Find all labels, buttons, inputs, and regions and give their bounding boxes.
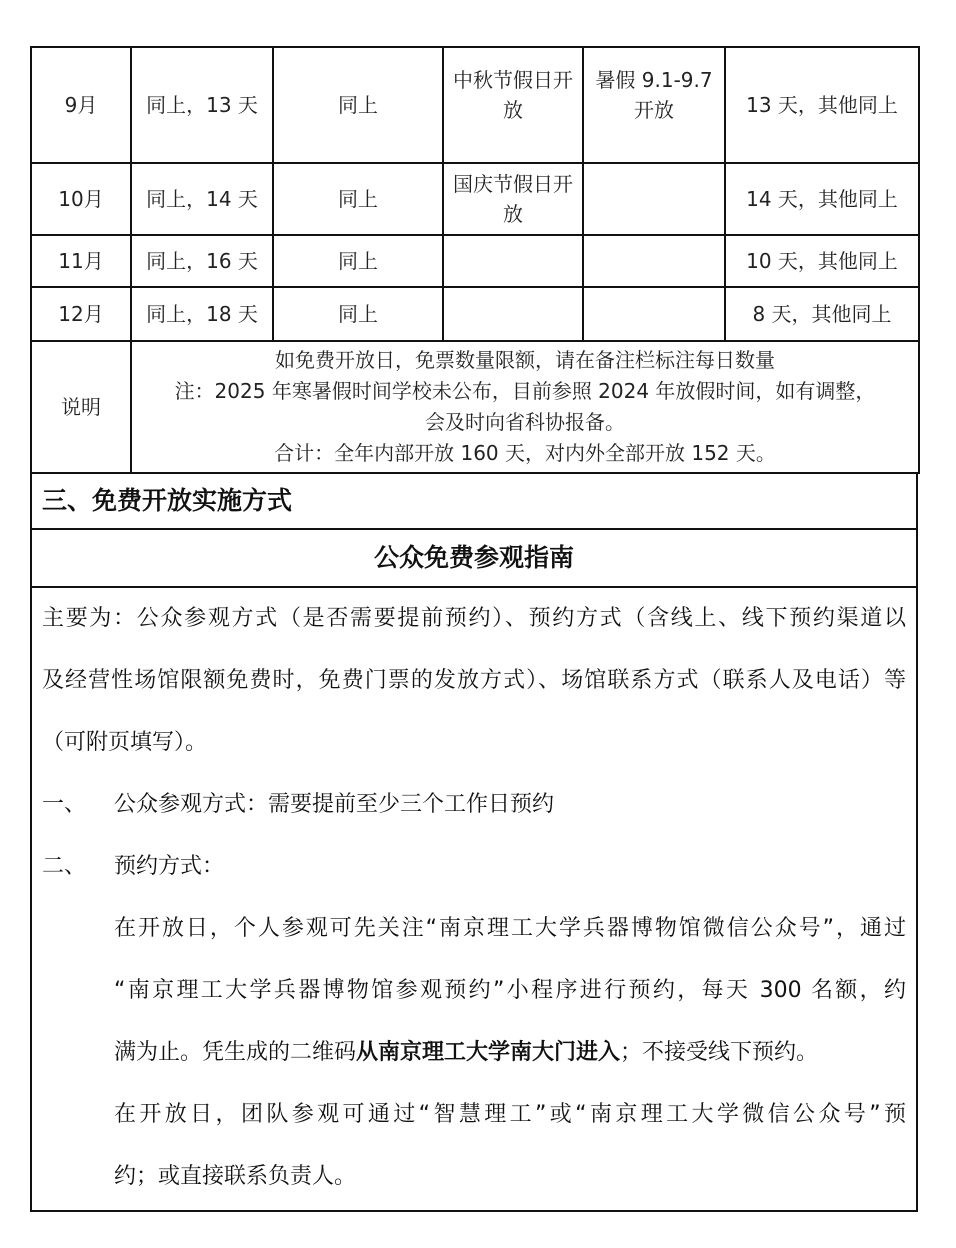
table-cell: 同上，13 天 [131,47,273,163]
table-row [31,287,919,341]
table-cell: 同上 [273,163,443,235]
table-cell: 13 天，其他同上 [725,47,919,163]
bold-text: 从南京理工大学南大门进入 [356,1040,621,1065]
table-cell: 同上 [273,287,443,341]
table-cell: 同上 [273,47,443,163]
table-cell: 同上，16 天 [131,235,273,287]
implementation-section [30,474,918,1212]
month-cell: 9月 [31,47,131,163]
list-item [42,836,906,898]
note-body [131,341,919,473]
item-number: 一、 [42,792,87,817]
paragraph-line: 在开放日，个人参观可先关注“南京理工大学兵器博物馆微信公众号”，通过 [114,916,906,941]
intro-line: 及经营性场馆限额免费时，免费门票的发放方式）、场馆联系方式（联系人及电话）等 [42,668,906,693]
table-cell: 8 天，其他同上 [725,287,919,341]
intro-line: （可附页填写）。 [42,730,208,755]
note-line: 会及时向省科协报备。 [425,410,625,434]
note-row [31,341,919,473]
table-cell [583,163,725,235]
table-row [31,235,919,287]
text-span: ；不接受线下预约。 [620,1040,819,1065]
schedule-table [30,46,920,474]
note-label: 说明 [31,341,131,473]
table-row [31,163,919,235]
guide-body [32,588,916,1210]
table-cell: 同上 [273,235,443,287]
note-total: 合计：全年内部开放 160 天，对内外全部开放 152 天。 [274,441,776,465]
table-cell [583,287,725,341]
guide-title: 公众免费参观指南 [32,530,916,588]
month-cell: 11月 [31,235,131,287]
item-number: 二、 [42,854,87,879]
paragraph-line: 约；或直接联系负责人。 [114,1164,357,1189]
table-cell [583,235,725,287]
table-cell: 同上，18 天 [131,287,273,341]
text-span: 满为止。凭生成的二维码 [114,1040,357,1065]
note-line: 注：2025 年寒暑假时间学校未公布，目前参照 2024 年放假时间，如有调整， [174,379,876,403]
intro-line: 主要为：公众参观方式（是否需要提前预约）、预约方式（含线上、线下预约渠道以 [42,606,906,631]
month-cell: 10月 [31,163,131,235]
item-text: 预约方式： [114,854,225,879]
list-item [42,774,906,836]
table-cell [443,235,583,287]
table-cell: 10 天，其他同上 [725,235,919,287]
table-row [31,47,919,163]
item-text: 公众参观方式：需要提前至少三个工作日预约 [114,792,555,817]
paragraph-line: 在开放日，团队参观可通过“智慧理工”或“南京理工大学微信公众号”预 [114,1102,906,1127]
table-cell [443,287,583,341]
table-cell: 国庆节假日开放 [443,163,583,235]
month-cell: 12月 [31,287,131,341]
table-cell: 14 天，其他同上 [725,163,919,235]
section-heading: 三、免费开放实施方式 [32,474,916,530]
paragraph-line: “南京理工大学兵器博物馆参观预约”小程序进行预约，每天 300 名额，约 [114,978,906,1003]
table-cell: 同上，14 天 [131,163,273,235]
note-line: 如免费开放日，免票数量限额，请在备注栏标注每日数量 [275,348,775,372]
table-cell: 暑假 9.1-9.7 开放 [583,47,725,163]
document-frame [30,46,918,1212]
table-cell: 中秋节假日开放 [443,47,583,163]
paragraph-line [42,1022,906,1084]
